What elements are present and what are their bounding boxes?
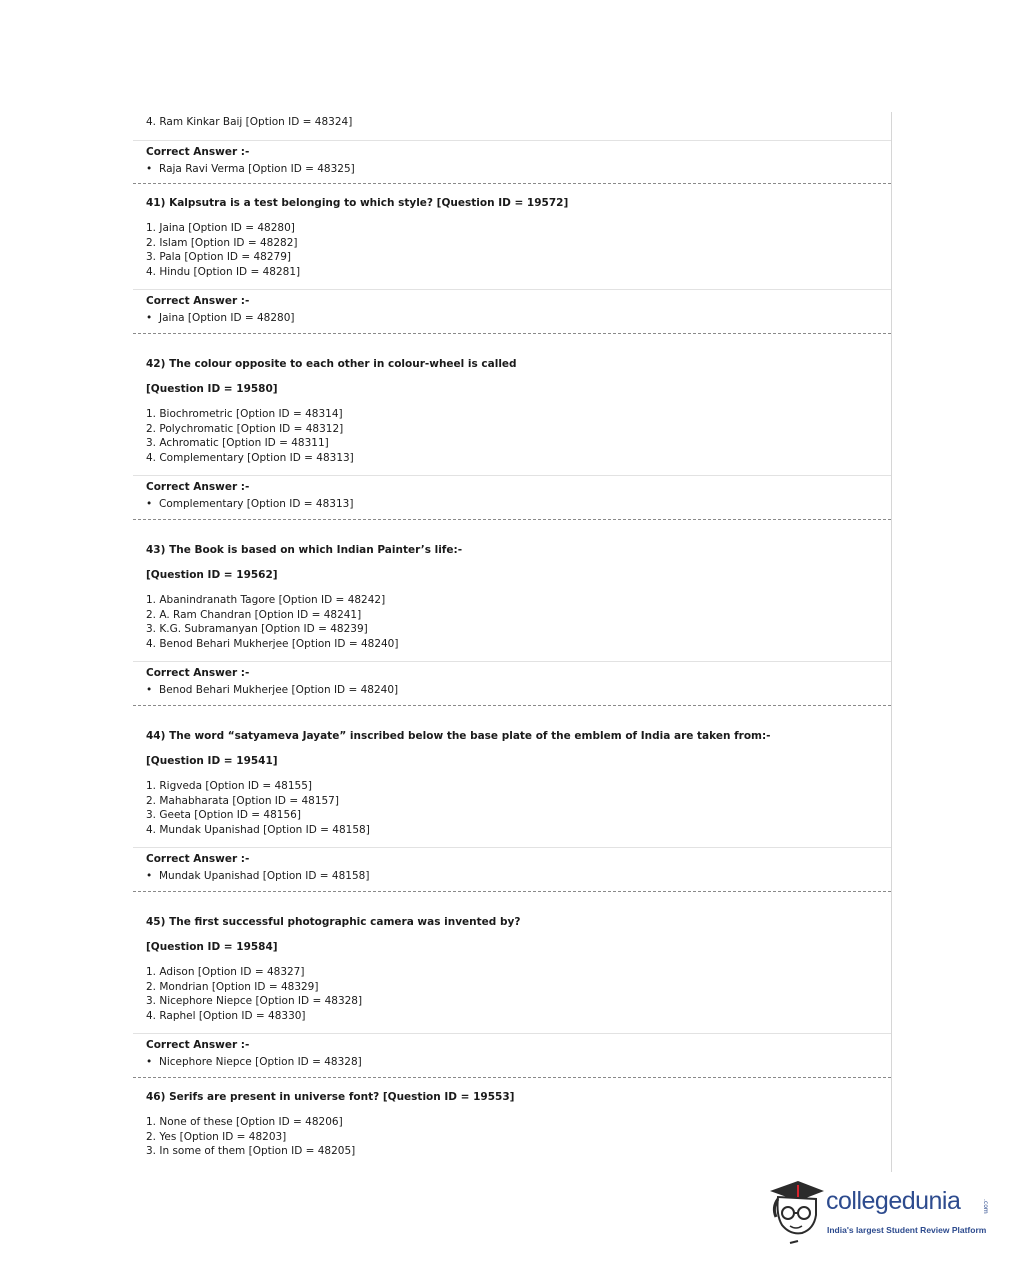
question-46 [133,1077,891,1169]
option-item: 2. Yes [Option ID = 48203] [146,1130,287,1143]
options-list [146,965,891,1023]
option-item: 4. Mundak Upanishad [Option ID = 48158] [146,823,370,836]
option-item: 4. Ram Kinkar Baij [Option ID = 48324] [146,116,353,128]
options-list [146,779,891,837]
options-list [146,1115,891,1159]
correct-answer-text: Complementary [Option ID = 48313] [159,498,354,510]
question-id: [Question ID = 19541] [146,755,278,767]
correct-answer-text: Mundak Upanishad [Option ID = 48158] [159,870,370,882]
answer-block-41 [133,289,891,333]
question-title: 44) The word “satyameva Jayate” inscribed below the base plate of the emblem of India are taken from:- [146,730,771,742]
answer-block-42 [133,475,891,519]
option-item: 2. A. Ram Chandran [Option ID = 48241] [146,608,362,621]
answer-block-45 [133,1033,891,1077]
question-45 [133,891,891,1033]
question-id: [Question ID = 19562] [146,569,278,581]
option-item: 4. Hindu [Option ID = 48281] [146,265,301,278]
question-title: 43) The Book is based on which Indian Painter’s life:- [146,544,463,556]
question-43 [133,519,891,661]
option-item: 2. Islam [Option ID = 48282] [146,236,298,249]
correct-answer-label: Correct Answer :- [146,853,250,865]
options-list [146,221,891,279]
options-list [146,593,891,651]
option-item: 2. Polychromatic [Option ID = 48312] [146,422,344,435]
options-list [146,407,891,465]
question-title: 45) The first successful photographic camera was invented by? [146,916,521,928]
option-item: 3. Pala [Option ID = 48279] [146,251,291,263]
option-item: 1. Adison [Option ID = 48327] [146,966,305,978]
option-item: 2. Mondrian [Option ID = 48329] [146,980,319,993]
option-item: 1. Rigveda [Option ID = 48155] [146,780,312,792]
option-item: 3. Geeta [Option ID = 48156] [146,809,301,821]
option-item: 1. Biochrometric [Option ID = 48314] [146,408,343,420]
answer-block-44 [133,847,891,891]
brand-tagline: India's largest Student Review Platform [827,1225,987,1235]
correct-answer: • Raja Ravi Verma [Option ID = 48325] [146,163,355,175]
correct-answer: • Mundak Upanishad [Option ID = 48158] [146,870,370,882]
option-item: 3. K.G. Subramanyan [Option ID = 48239] [146,623,368,635]
question-42 [133,333,891,475]
option-item: 3. Achromatic [Option ID = 48311] [146,437,329,449]
question-id: [Question ID = 19584] [146,941,278,953]
correct-answer-text: Nicephore Niepce [Option ID = 48328] [159,1056,362,1068]
prev-answer-block [133,140,891,183]
correct-answer-label: Correct Answer :- [146,1039,250,1051]
option-item: 4. Benod Behari Mukherjee [Option ID = 48240] [146,637,399,650]
option-item: 1. None of these [Option ID = 48206] [146,1116,343,1128]
question-title: 41) Kalpsutra is a test belonging to which style? [Question ID = 19572] [146,197,569,209]
correct-answer-label: Correct Answer :- [146,146,250,158]
correct-answer-text: Raja Ravi Verma [Option ID = 48325] [159,163,355,175]
brand-name: collegedunia [826,1187,961,1215]
correct-answer-label: Correct Answer :- [146,295,250,307]
correct-answer: • Nicephore Niepce [Option ID = 48328] [146,1056,362,1068]
mascot-icon [768,1177,828,1247]
option-item: 1. Jaina [Option ID = 48280] [146,222,295,234]
option-item: 3. Nicephore Niepce [Option ID = 48328] [146,995,363,1007]
correct-answer: • Complementary [Option ID = 48313] [146,498,354,510]
option-item: 4. Complementary [Option ID = 48313] [146,451,354,464]
option-item: 2. Mahabharata [Option ID = 48157] [146,794,339,807]
correct-answer-text: Benod Behari Mukherjee [Option ID = 48240] [159,684,399,696]
correct-answer-label: Correct Answer :- [146,667,250,679]
question-sheet [133,112,892,1172]
question-44 [133,705,891,847]
prev-question-tail [133,112,891,140]
correct-answer: • Jaina [Option ID = 48280] [146,312,295,324]
correct-answer: • Benod Behari Mukherjee [Option ID = 48240] [146,684,399,696]
question-title: 46) Serifs are present in universe font? [Question ID = 19553] [146,1091,515,1103]
correct-answer-label: Correct Answer :- [146,481,250,493]
question-id: [Question ID = 19580] [146,383,278,395]
option-item: 3. In some of them [Option ID = 48205] [146,1145,356,1157]
option-item: 1. Abanindranath Tagore [Option ID = 48242] [146,594,386,606]
correct-answer-text: Jaina [Option ID = 48280] [159,312,295,324]
collegedunia-logo[interactable] [768,1177,998,1247]
brand-suffix: .com [982,1199,989,1214]
answer-block-43 [133,661,891,705]
question-41 [133,183,891,289]
option-item: 4. Raphel [Option ID = 48330] [146,1009,306,1022]
question-title: 42) The colour opposite to each other in colour-wheel is called [146,358,517,370]
